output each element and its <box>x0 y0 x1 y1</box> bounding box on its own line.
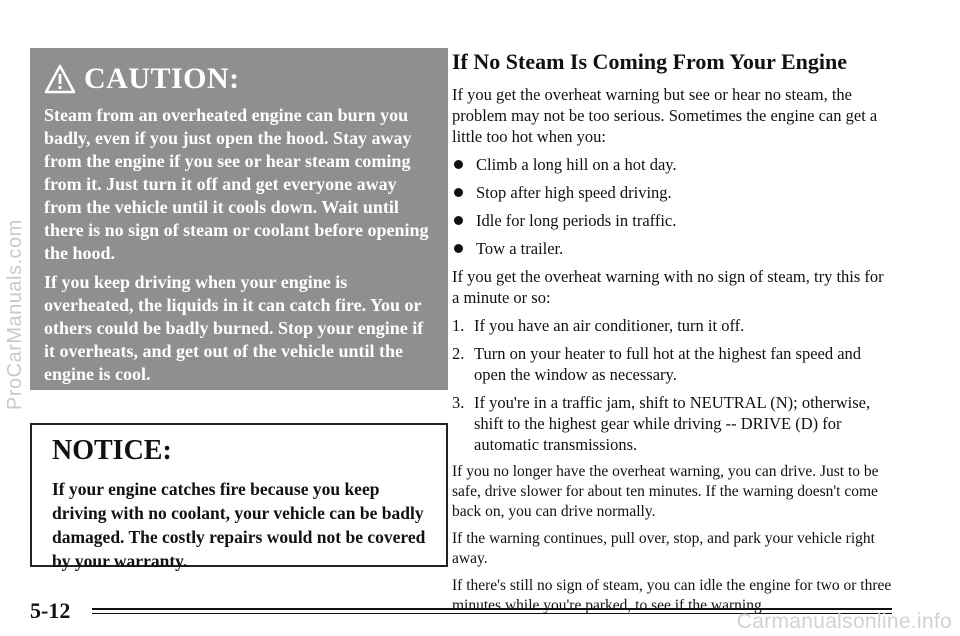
bullet-icon <box>454 188 463 197</box>
paragraph-drive: If you no longer have the overheat warning, you can drive. Just to be safe, drive slower for about ten minutes. If the warning doesn't come back on, you can drive normally. <box>452 463 879 520</box>
paragraph-idle: If there's still no sign of steam, you can idle the engine for two or three minutes while you're parked, to see if the warning <box>452 577 892 614</box>
steps-list <box>452 315 892 455</box>
caution-box <box>30 48 448 390</box>
watermark-left: ProCarManuals.com <box>4 219 26 410</box>
page-number: 5-12 <box>30 598 71 623</box>
caution-paragraph-2: If you keep driving when your engine is overheated, the liquids in it can catch fire. You or others could be badly burned. Stop your engine if it overheats, and get out of the vehicle until the engine is cool. <box>44 272 424 384</box>
watermark-bottom: Carmanualsonline.info <box>736 610 952 633</box>
list-item: Stop after high speed driving. <box>452 182 892 203</box>
paragraph-continues: If the warning continues, pull over, stop, and park your vehicle right away. <box>452 530 875 567</box>
notice-paragraph: If your engine catches fire because you keep driving with no coolant, your vehicle can be badly damaged. The costly repairs would not be covered by your warranty. <box>52 479 426 571</box>
step-item: 3. If you're in a traffic jam, shift to NEUTRAL (N); otherwise, shift to the highest gear while driving -- DRIVE (D) for automatic transmissions. <box>452 393 871 454</box>
right-column <box>452 48 892 623</box>
steps-intro-paragraph: If you get the overheat warning with no sign of steam, try this for a minute or so: <box>452 267 884 307</box>
bullet-icon <box>454 244 463 253</box>
caution-title: CAUTION: <box>84 62 240 95</box>
list-item: Climb a long hill on a hot day. <box>452 154 892 175</box>
caution-header <box>44 62 438 96</box>
bullet-icon <box>454 160 463 169</box>
warning-triangle-icon <box>44 64 76 94</box>
step-item: 2. Turn on your heater to full hot at the highest fan speed and open the window as necessary. <box>452 344 862 384</box>
bullet-icon <box>454 216 463 225</box>
list-item: Tow a trailer. <box>452 238 892 259</box>
notice-box <box>30 423 448 571</box>
condition-list <box>452 154 892 259</box>
intro-paragraph: If you get the overheat warning but see or hear no steam, the problem may not be too serious. Sometimes the engine can get a little too hot when you: <box>452 85 878 146</box>
list-item: Idle for long periods in traffic. <box>452 210 892 231</box>
section-title: If No Steam Is Coming From Your Engine <box>452 49 848 74</box>
notice-title: NOTICE: <box>52 435 172 466</box>
step-item: 1. If you have an air conditioner, turn it off. <box>452 316 745 335</box>
caution-paragraph-1: Steam from an overheated engine can burn you badly, even if you just open the hood. Stay away from the engine if you see or hear steam coming from it. Just turn it off and get everyone away from the vehicle until it cools down. Wait until there is no sign of steam or coolant before opening the hood. <box>44 105 429 263</box>
